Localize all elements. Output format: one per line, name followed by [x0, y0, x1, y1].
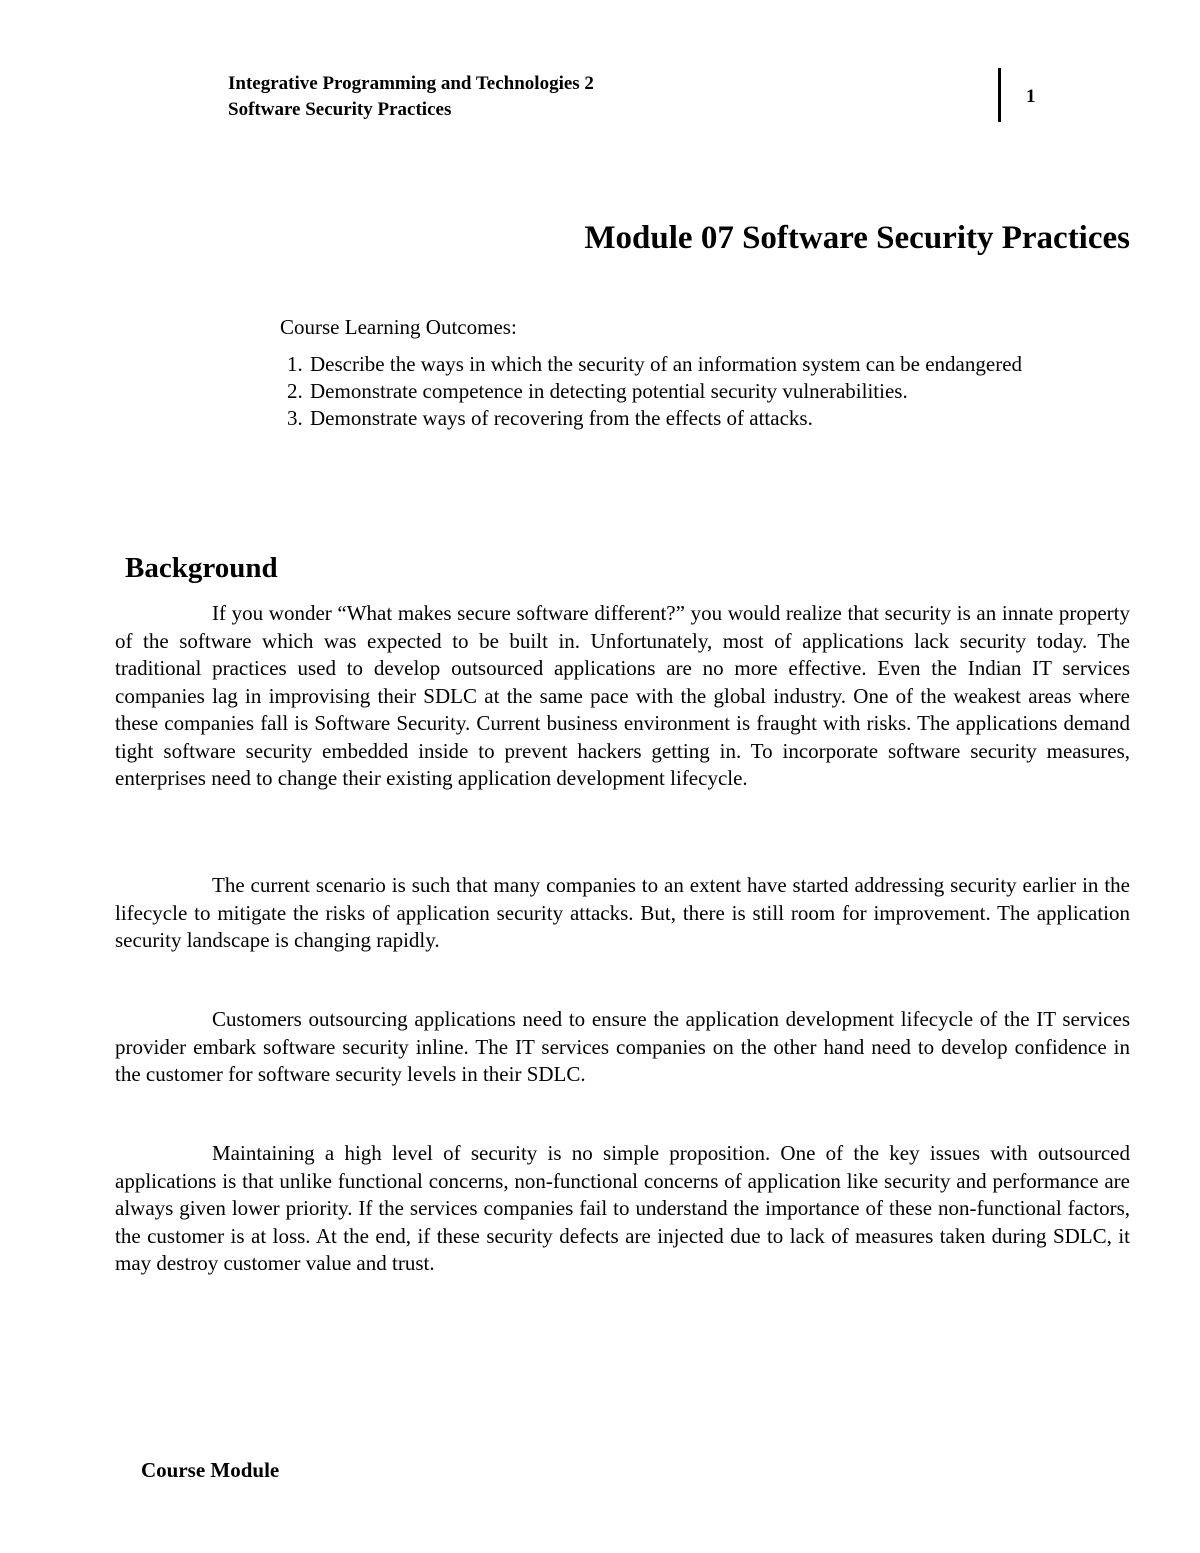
learning-outcomes: [280, 314, 1080, 432]
outcomes-list: [280, 351, 1080, 432]
background-paragraph: Maintaining a high level of security is no simple proposition. One of the key issues with outsourced applications is that unlike functional concerns, non-functional concerns of application like security and performance are always given lower priority. If the services companies fail to understand the importance of these non-functional factors, the customer is at loss. At the end, if these security defects are injected due to lack of measures taken during SDLC, it may destroy customer value and trust.: [115, 1141, 1130, 1275]
header-course-title: Integrative Programming and Technologies 2: [228, 73, 594, 94]
page-footer: Course Module: [141, 1458, 280, 1482]
background-paragraph: If you wonder “What makes secure software different?” you would realize that security is an innate property of the software which was expected to be built in. Unfortunately, most of applications lack security today. The traditional practices used to develop outsourced applications are no more effective. Even the Indian IT services companies lag in improvising their SDLC at the same pace with the global industry. One of the weakest areas where these companies fall is Software Security. Current business environment is fraught with risks. The applications demand tight software security embedded inside to prevent hackers getting in. To incorporate software security measures, enterprises need to change their existing application development lifecycle.: [115, 601, 1130, 790]
background-heading: Background: [125, 552, 278, 584]
outcome-item: 2. Demonstrate competence in detecting potential security vulnerabilities.: [308, 378, 1080, 405]
header-topic-title: Software Security Practices: [228, 99, 452, 120]
outcome-item: 1. Describe the ways in which the security of an information system can be endangered: [308, 351, 1080, 378]
outcomes-heading: Course Learning Outcomes:: [280, 315, 517, 339]
module-title: Module 07 Software Security Practices: [584, 220, 1130, 256]
page-number: 1: [1026, 86, 1036, 107]
header-divider: [998, 68, 1001, 122]
outcome-item: 3. Demonstrate ways of recovering from the effects of attacks.: [308, 405, 1080, 432]
background-paragraph: The current scenario is such that many companies to an extent have started addressing security earlier in the lifecycle to mitigate the risks of application security attacks. But, there is still room for improvement. The application security landscape is changing rapidly.: [115, 873, 1130, 952]
background-paragraph: Customers outsourcing applications need to ensure the application development lifecycle of the IT services provider embark software security inline. The IT services companies on the other hand need to develop confidence in the customer for software security levels in their SDLC.: [115, 1007, 1130, 1086]
